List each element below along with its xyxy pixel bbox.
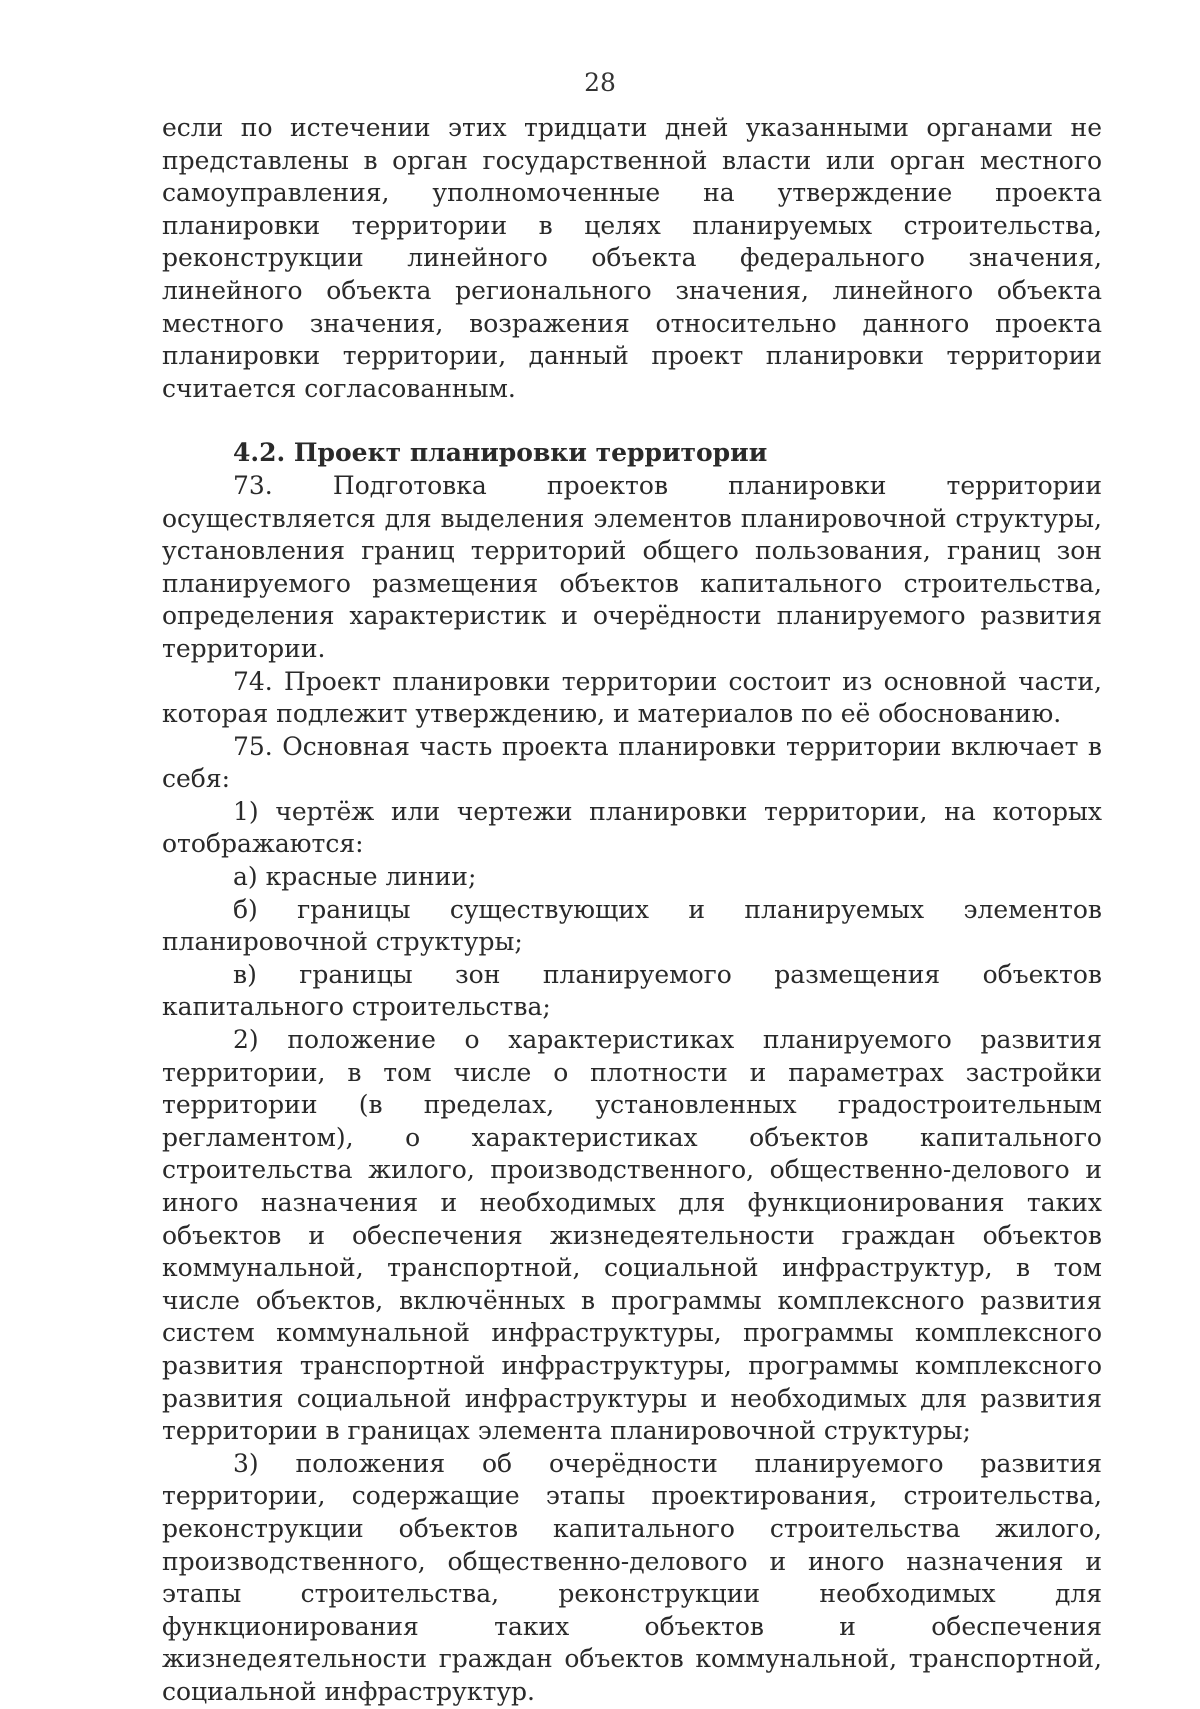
section-heading: 4.2. Проект планировки территории — [233, 438, 768, 468]
paragraph-74: 74. Проект планировки территории состоит из основной части, которая подлежит утверждению, и материалов по её обоснованию. — [162, 666, 1102, 729]
list-item-1a: а) красные линии; — [233, 862, 477, 892]
list-item-3: 3) положения об очерёдности планируемого развития территории, содержащие этапы проектирования, строительства, реконструкции объектов капитального строительства жилого, производственного, общественно-делового и иного назначения и этапы строительства, реконструкции необходимых для функционирования таких объектов и обеспечения жизнедеятельности граждан объектов коммунальной, транспортной, социальной инфраструктур. — [162, 1448, 1102, 1706]
list-item-1: 1) чертёж или чертежи планировки территории, на которых отображаются: — [162, 796, 1102, 859]
paragraph-75: 75. Основная часть проекта планировки территории включает в себя: — [162, 731, 1102, 794]
paragraph-73: 73. Подготовка проектов планировки территории осуществляется для выделения элементов планировочной структуры, установления границ территорий общего пользования, границ зон планируемого размещения объектов капитального строительства, определения характеристик и очерёдности планируемого развития территории. — [162, 470, 1102, 663]
paragraph-continuation: если по истечении этих тридцати дней указанными органами не представлены в орган государственной власти или орган местного самоуправления, уполномоченные на утверждение проекта планировки территории в целях планируемых строительства, реконструкции линейного объекта федерального значения, линейного объекта регионального значения, линейного объекта местного значения, возражения относительно данного проекта планировки территории, данный проект планировки территории считается согласованным. — [162, 113, 1102, 403]
document-body — [162, 112, 1102, 1709]
page-number: 28 — [584, 68, 616, 97]
list-item-2: 2) положение о характеристиках планируемого развития территории, в том числе о плотности и параметрах застройки территории (в пределах, установленных градостроительным регламентом), о характеристиках объектов капитального строительства жилого, производственного, общественно-делового и иного назначения и необходимых для функционирования таких объектов и обеспечения жизнедеятельности граждан объектов коммунальной, транспортной, социальной инфраструктур, в том числе объектов, включённых в программы комплексного развития систем коммунальной инфраструктуры, программы комплексного развития транспортной инфраструктуры, программы комплексного развития социальной инфраструктуры и необходимых для развития территории в границах элемента планировочной структуры; — [162, 1025, 1102, 1446]
list-item-1b: б) границы существующих и планируемых элементов планировочной структуры; — [162, 894, 1102, 957]
list-item-1c: в) границы зон планируемого размещения объектов капитального строительства; — [162, 959, 1102, 1022]
